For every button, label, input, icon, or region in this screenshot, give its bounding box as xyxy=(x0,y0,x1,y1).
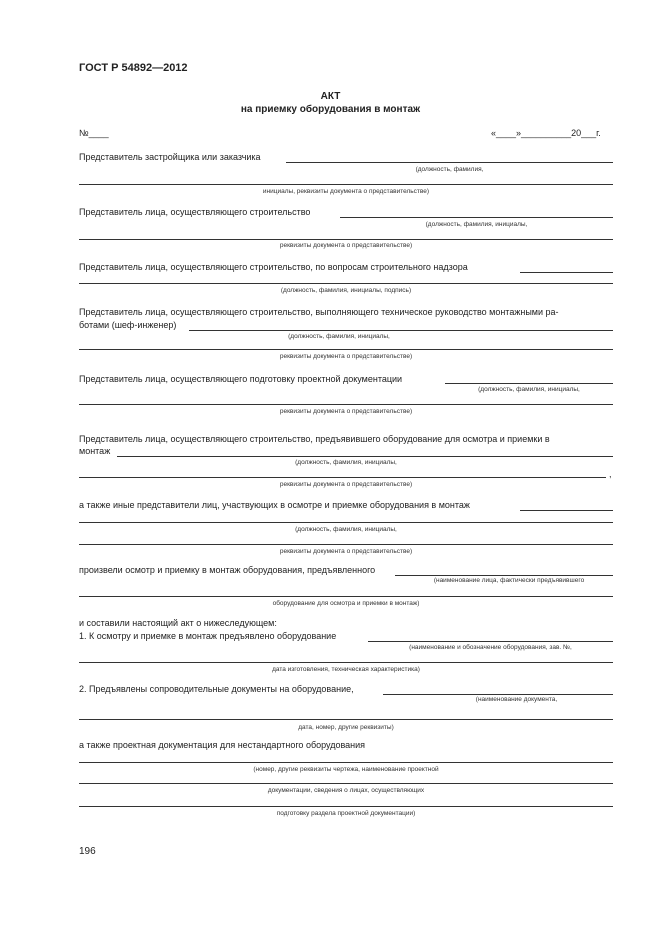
supervision-hint: (должность, фамилия, инициалы, подпись) xyxy=(280,287,412,294)
act-date: «____»__________20___г. xyxy=(491,128,601,138)
installer-label: Представитель лица, осуществляющего строительство, выполняющего техническое руководство монтажными ра- xyxy=(79,307,559,317)
others-line[interactable] xyxy=(520,510,613,511)
act-number: №____ xyxy=(79,128,109,138)
designer-line-2[interactable] xyxy=(79,404,613,405)
presenter-label-2: монтаж xyxy=(79,446,111,456)
inspected-label: произвели осмотр и приемку в монтаж оборудования, предъявленного xyxy=(79,565,376,575)
presenter-line-2[interactable] xyxy=(79,477,606,478)
others-line-3[interactable] xyxy=(79,544,613,545)
item2-line[interactable] xyxy=(383,694,613,695)
others-label: а также иные представители лиц, участвующих в осмотре и приемке оборудования в монтаж xyxy=(79,500,470,510)
project-hint-3: подготовку раздела проектной документации) xyxy=(276,810,416,817)
installer-hint: (должность, фамилия, инициалы, xyxy=(288,333,390,340)
builder-label: Представитель лица, осуществляющего строительство xyxy=(79,207,311,217)
developer-hint-2: инициалы, реквизиты документа о представительстве) xyxy=(262,188,430,195)
installer-label-2: ботами (шеф-инженер) xyxy=(79,320,177,330)
presenter-hint: (должность, фамилия, инициалы, xyxy=(295,459,397,466)
presenter-hint-2: реквизиты документа о представительстве) xyxy=(279,481,413,488)
supervision-line[interactable] xyxy=(520,272,613,273)
inspected-line-2[interactable] xyxy=(79,596,613,597)
item2-label: 2. Предъявлены сопроводительные документы на оборудование, xyxy=(79,684,354,694)
item1-line-2[interactable] xyxy=(79,662,613,663)
designer-line[interactable] xyxy=(445,383,613,384)
standard-code: ГОСТ Р 54892—2012 xyxy=(79,62,188,74)
builder-hint-2: реквизиты документа о представительстве) xyxy=(279,242,413,249)
project-hint-2: документации, сведения о лицах, осуществляющих xyxy=(267,787,425,794)
presenter-comma: , xyxy=(609,469,612,479)
others-line-2[interactable] xyxy=(79,522,613,523)
item2-hint-2: дата, номер, другие реквизиты) xyxy=(298,724,394,731)
item2-hint: (наименование документа, xyxy=(475,696,558,703)
designer-label: Представитель лица, осуществляющего подготовку проектной документации xyxy=(79,374,403,384)
item1-label: 1. К осмотру и приемке в монтаж предъявлено оборудование xyxy=(79,631,337,641)
inspected-hint-2: оборудование для осмотра и приемки в монтаж) xyxy=(272,600,420,607)
installer-line-2[interactable] xyxy=(79,349,613,350)
builder-hint: (должность, фамилия, инициалы, xyxy=(425,221,528,228)
installer-line[interactable] xyxy=(189,330,613,331)
developer-line[interactable] xyxy=(286,162,613,163)
developer-label: Представитель застройщика или заказчика xyxy=(79,152,261,162)
project-hint: (номер, другие реквизиты чертежа, наименование проектной xyxy=(253,766,439,773)
supervision-label: Представитель лица, осуществляющего строительство, по вопросам строительного надзора xyxy=(79,262,468,272)
act-title: АКТ xyxy=(320,91,341,102)
inspected-hint: (наименование лица, фактически предъявившего xyxy=(433,577,585,584)
item2-line-2[interactable] xyxy=(79,719,613,720)
presenter-label: Представитель лица, осуществляющего строительство, предъявившего оборудование для осмотра и приемки в xyxy=(79,434,550,444)
project-line-3[interactable] xyxy=(79,806,613,807)
compiled-label: и составили настоящий акт о нижеследующем: xyxy=(79,618,277,628)
item1-hint-2: дата изготовления, техническая характеристика) xyxy=(272,666,420,673)
item1-line[interactable] xyxy=(368,641,613,642)
supervision-line-2[interactable] xyxy=(79,283,613,284)
project-line-2[interactable] xyxy=(79,783,613,784)
project-docs-label: а также проектная документация для нестандартного оборудования xyxy=(79,740,366,750)
installer-hint-2: реквизиты документа о представительстве) xyxy=(279,353,413,360)
developer-hint: (должность, фамилия, xyxy=(415,166,484,173)
project-line[interactable] xyxy=(79,762,613,763)
presenter-line[interactable] xyxy=(117,456,613,457)
developer-line-2[interactable] xyxy=(79,184,613,185)
act-subtitle: на приемку оборудования в монтаж xyxy=(240,104,421,115)
designer-hint: (должность, фамилия, инициалы, xyxy=(478,386,580,393)
inspected-line[interactable] xyxy=(395,575,613,576)
others-hint: (должность, фамилия, инициалы, xyxy=(295,526,397,533)
builder-line[interactable] xyxy=(340,217,613,218)
page-number: 196 xyxy=(79,846,96,857)
others-hint-2: реквизиты документа о представительстве) xyxy=(279,548,413,555)
designer-hint-2: реквизиты документа о представительстве) xyxy=(279,408,413,415)
builder-line-2[interactable] xyxy=(79,239,613,240)
item1-hint: (наименование и обозначение оборудования, зав. №, xyxy=(409,644,572,651)
